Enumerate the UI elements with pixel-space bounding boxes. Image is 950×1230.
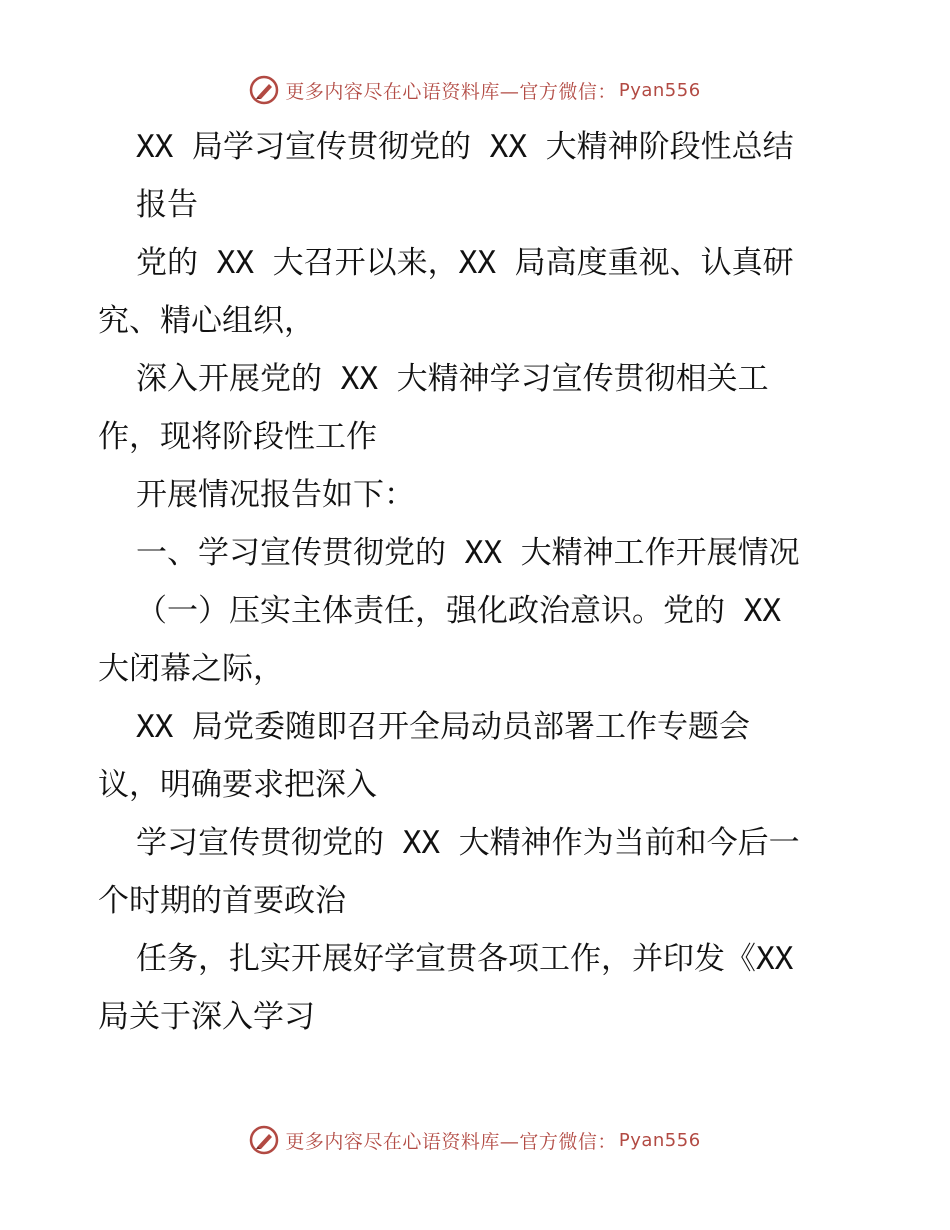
watermark-text: 更多内容尽在心语资料库—官方微信： — [285, 1130, 617, 1153]
paragraph-line: 作，现将阶段性工作 — [98, 419, 377, 455]
paragraph-line: 开展情况报告如下： — [136, 477, 415, 513]
pen-logo-icon — [249, 1125, 279, 1155]
title-line: XX 局学习宣传贯彻党的 XX 大精神阶段性总结 — [136, 129, 794, 165]
watermark-handle: Pyan556 — [618, 1129, 701, 1151]
paragraph-line: 局关于深入学习 — [98, 999, 315, 1035]
paragraph-line: 任务，扎实开展好学宣贯各项工作，并印发《XX — [136, 941, 794, 977]
watermark-footer — [0, 1120, 950, 1160]
paragraph-line: 深入开展党的 XX 大精神学习宣传贯彻相关工 — [136, 361, 769, 397]
watermark-text: 更多内容尽在心语资料库—官方微信： — [285, 80, 617, 103]
pen-logo-icon — [249, 75, 279, 105]
paragraph-line: 个时期的首要政治 — [98, 883, 346, 919]
watermark-handle: Pyan556 — [618, 79, 701, 101]
watermark-header — [0, 70, 950, 110]
paragraph-line: （一）压实主体责任，强化政治意识。党的 XX — [136, 593, 781, 629]
section-heading: 一、学习宣传贯彻党的 XX 大精神工作开展情况 — [136, 535, 800, 571]
paragraph-line: 究、精心组织， — [98, 303, 315, 339]
document-body — [98, 118, 878, 1046]
paragraph-line: XX 局党委随即召开全局动员部署工作专题会 — [136, 709, 750, 745]
paragraph-line: 大闭幕之际， — [98, 651, 284, 687]
paragraph-line: 党的 XX 大召开以来，XX 局高度重视、认真研 — [136, 245, 794, 281]
paragraph-line: 学习宣传贯彻党的 XX 大精神作为当前和今后一 — [136, 825, 800, 861]
title-line: 报告 — [136, 187, 198, 223]
paragraph-line: 议，明确要求把深入 — [98, 767, 377, 803]
